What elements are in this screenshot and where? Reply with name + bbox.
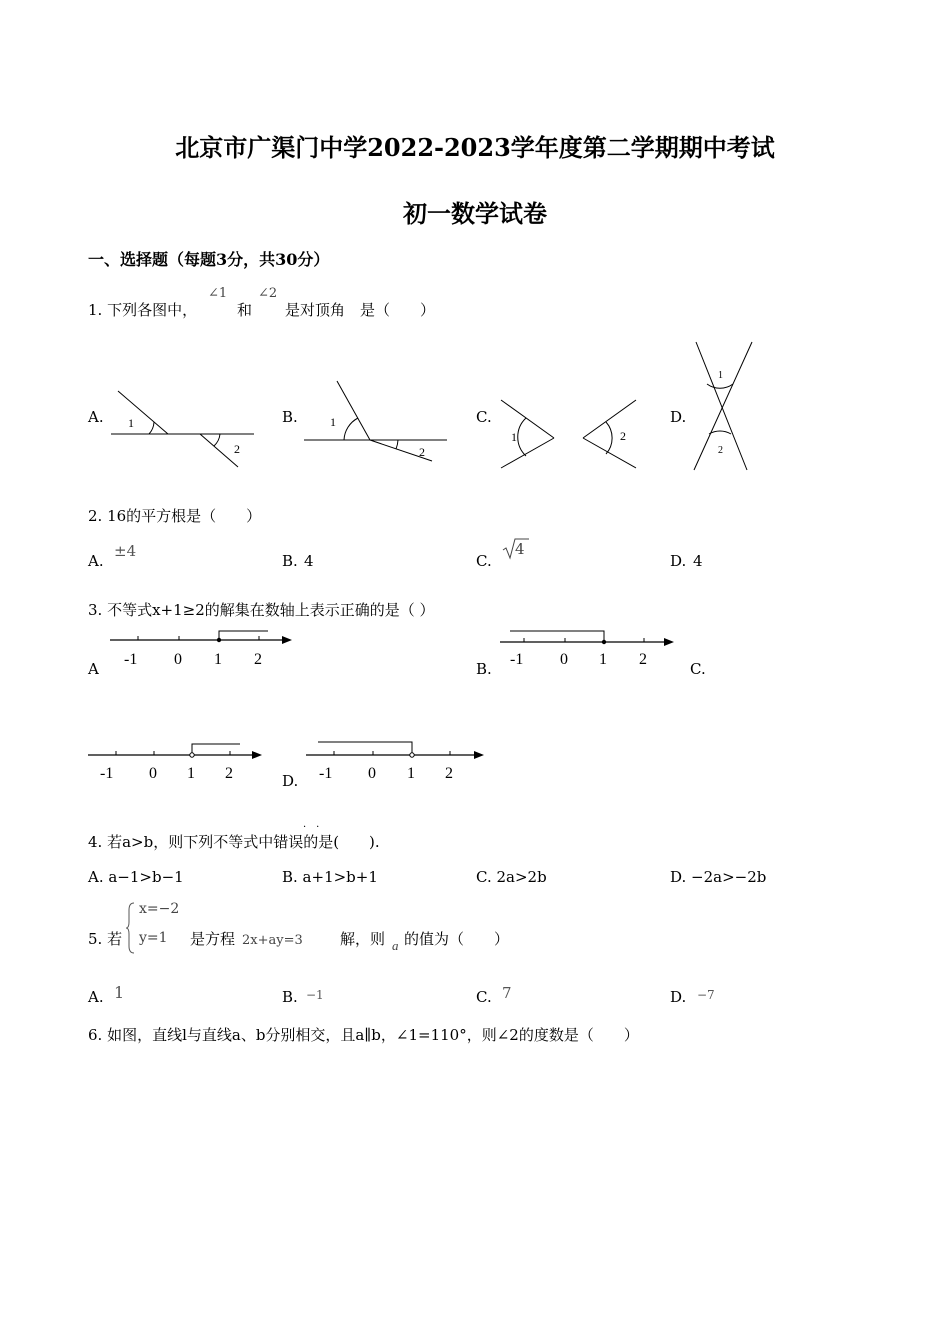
q5-option-b-value: −1 [306,988,324,1002]
q4-option-c: C. 2a>2b [476,868,547,886]
q3-numberline-c [86,738,266,782]
q2-option-b-label: B. [282,552,298,570]
brace-icon [126,902,136,954]
q1b-label-2: 2 [419,445,425,459]
q5-option-d-label: D. [670,988,687,1006]
q3b-tick-neg1: -1 [510,651,524,668]
q5-option-a-value: 1 [114,983,125,1002]
q5-mid: 是方程 [190,930,236,948]
q3-option-a-label: A [88,660,99,678]
q3-numberline-a [108,626,294,670]
q4-option-b: B. a+1>b+1 [282,868,378,886]
q3-option-c-label: C. [690,660,706,678]
q5-equation: 2x+ay=3 [242,933,303,948]
q3d-tick-0: 0 [368,765,376,780]
q1-option-d-label: D. [670,408,687,426]
q5-variable: a [392,938,399,953]
q3b-tick-2: 2 [639,651,647,668]
q2-option-b-value: 4 [304,552,314,570]
exam-subtitle: 初一数学试卷 [403,199,547,228]
q2-option-d-value: 4 [693,552,703,570]
question-2-stem: 2. 16的平方根是（ ） [88,507,262,525]
q5-option-b-label: B. [282,988,298,1006]
q3a-tick-neg1: -1 [124,651,138,668]
q3a-tick-1: 1 [214,651,222,668]
q3b-tick-0: 0 [560,651,568,668]
q1-prefix: 1. 下列各图中， [88,301,198,319]
q5-option-d-value: −7 [697,988,715,1002]
q3b-tick-1: 1 [599,651,607,668]
q3-numberline-b [498,626,678,670]
q4-option-a: A. a−1>b−1 [88,868,184,886]
q1d-label-1: 1 [718,370,723,381]
q5-option-c-value: 7 [502,984,512,1002]
q2-option-a-value: ±4 [114,542,137,560]
question-4-stem: 4. 若a>b，则下列不等式中错误的是( ). [88,833,380,851]
q1d-label-2: 2 [718,445,723,456]
q3a-tick-2: 2 [254,651,262,668]
question-6-stem: 6. 如图，直线l与直线a、b分别相交，且a∥b，∠1=110°，则∠2的度数是（ ） [88,1026,639,1044]
emphasis-dots: · · [303,822,320,833]
q1-option-c-label: C. [476,408,492,426]
q1-angle2: ∠2 [258,286,278,301]
q1-figure-b [300,378,452,468]
q1c-label-1: 1 [511,430,517,444]
q3a-tick-0: 0 [174,651,182,668]
section-heading: 一、选择题（每题3分，共30分） [88,250,330,269]
q3d-tick-neg1: -1 [319,765,333,780]
q1a-label-1: 1 [128,416,134,430]
q3-option-b-label: B. [476,660,492,678]
exam-title: 北京市广渠门中学2022-2023学年度第二学期期中考试 [175,133,775,162]
q5-option-c-label: C. [476,988,492,1006]
q1-option-a-label: A. [88,408,104,426]
q5-option-a-label: A. [88,988,104,1006]
q3c-tick-0: 0 [149,765,157,782]
q5-suffix1: 解，则 [340,930,386,948]
q2-option-d-label: D. [670,552,687,570]
q3c-tick-2: 2 [225,765,233,782]
q3c-tick-1: 1 [187,765,195,782]
q1b-label-1: 1 [330,415,336,429]
question-3-stem: 3. 不等式x+1≥2的解集在数轴上表示正确的是（ ） [88,601,435,619]
q3d-tick-2: 2 [445,765,453,780]
q1c-label-2: 2 [620,429,626,443]
q5-system-line2: y=1 [139,930,168,946]
q1a-label-2: 2 [234,442,240,456]
q4-option-d: D. −2a>−2b [670,868,767,886]
q3-numberline-d [304,736,488,780]
q5-prefix: 5. 若 [88,930,123,948]
q1-figure-d [690,340,756,472]
q1-suffix: 是对顶角 是（ ） [285,301,436,319]
q1-angle1: ∠1 [208,286,228,301]
question-1-stem [88,299,197,320]
q1-figure-a [108,385,258,470]
q3d-tick-1: 1 [407,765,415,780]
q3c-tick-neg1: -1 [100,765,114,782]
q5-system-line1: x=−2 [139,901,180,917]
q2-option-a-label: A. [88,552,104,570]
q5-suffix2: 的值为（ ） [404,930,510,948]
q2-option-c-value: 4 [515,540,525,558]
q2-option-c-sqrt [501,536,531,562]
q1-mid: 和 [237,301,253,319]
q1-figure-c [496,396,641,472]
q3-option-d-label: D. [282,772,299,790]
q1-option-b-label: B. [282,408,298,426]
q2-option-c-label: C. [476,552,492,570]
